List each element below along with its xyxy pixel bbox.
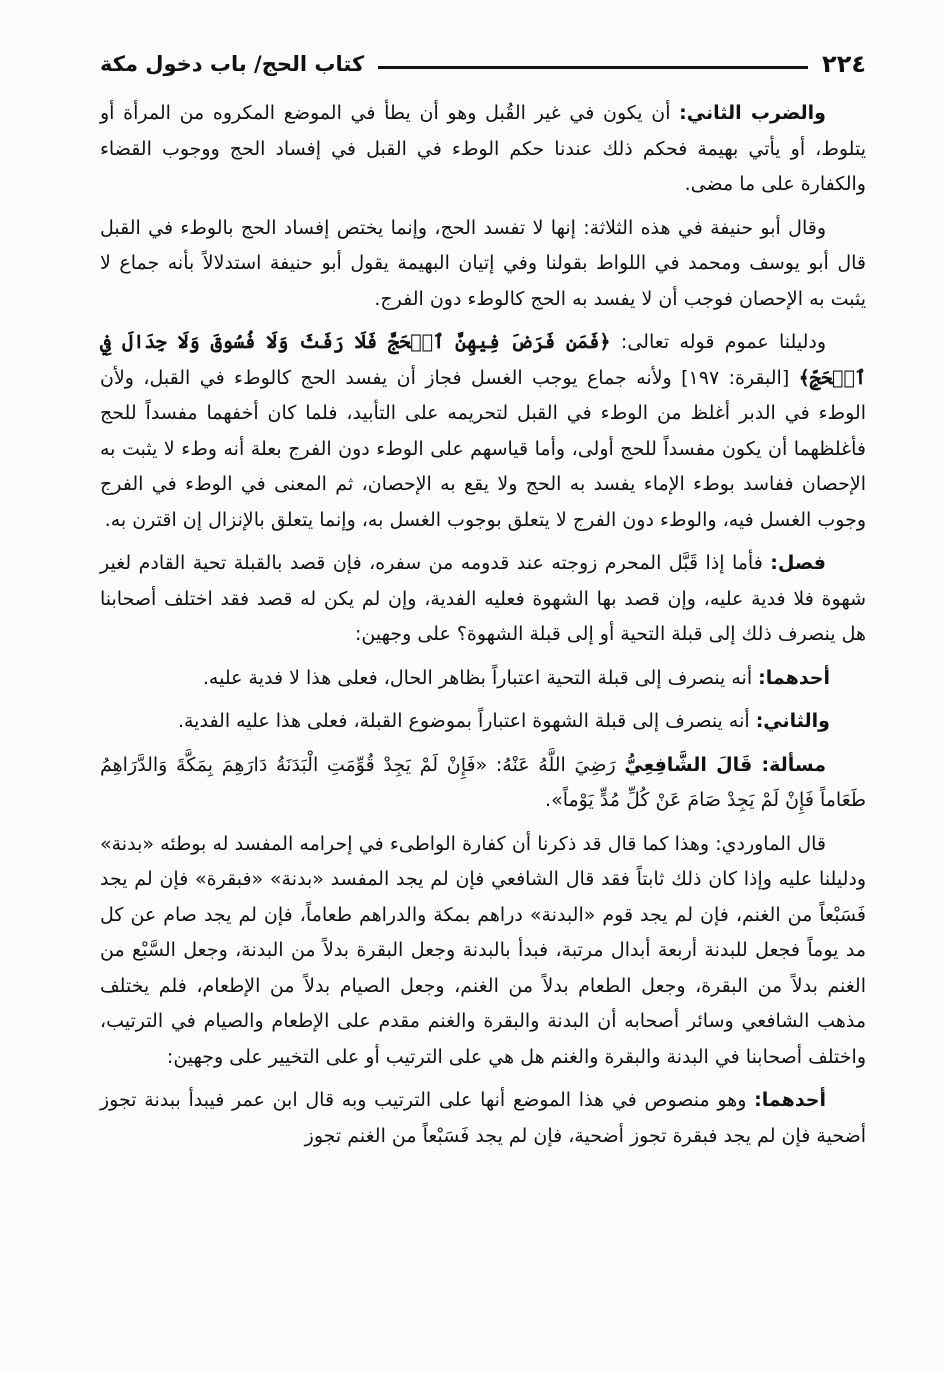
paragraph-first-view bbox=[100, 1083, 866, 1154]
option-lead: أحدهما: bbox=[758, 666, 830, 689]
running-title: كتاب الحج/ باب دخول مكة bbox=[100, 52, 365, 76]
option-lead: والثاني: bbox=[755, 710, 830, 732]
mawardi-text: قال الماوردي: وهذا كما قال قد ذكرنا أن كفارة الواطىء في إحرامه المفسد له بوطئه «بدنة» ودليلنا عليه وإذا كان ذلك ثابتاً فقد قال الشافعي فإن لم يجد المفسد «بدنة» «فبقرة» فإن لم يجد فَسَبْعاً من الغنم، فإن لم يجد قوم «البدنة» دراهم بمكة والدراهم طعاماً، فإن لم يجد صام عن كل مد يوماً فجعل للبدنة أربعة أبدال مرتبة، فبدأ بالبدنة وجعل البقرة بدلاً من البدنة، وجعل السَّبْع من الغنم بدلاً من البقرة، وجعل الطعام بدلاً من الغنم، وجعل الصيام بدلاً من الإطعام، فلم يختلف مذهب الشافعي وسائر أصحابه أن البدنة والبقرة والغنم مقدم على الإطعام والصيام في الترتيب، واختلف أصحابنا في البدنة والبقرة والغنم هل هي على الترتيب أو على التخيير على وجهين: bbox=[100, 832, 866, 1068]
paragraph-second-type bbox=[100, 96, 866, 203]
paragraph-masala bbox=[100, 748, 866, 819]
paragraph-abu-hanifa bbox=[100, 211, 866, 318]
page-header bbox=[100, 44, 866, 84]
fasl-option-first bbox=[100, 661, 830, 697]
option-text: أنه ينصرف إلى قبلة الشهوة اعتباراً بموضوع القبلة، فعلى هذا عليه الفدية. bbox=[177, 710, 756, 732]
page-number: ٢٢٤ bbox=[822, 50, 866, 78]
quran-verse: ﴿فَمَن فَرَضَ فِيهِنَّ ٱلۡحَجَّ فَلَا رَفَثَ وَلَا فُسُوقَ وَلَا جِدَالَ فِي ٱلۡحَجِّ﴾ bbox=[100, 331, 866, 389]
fasl-option-second bbox=[100, 704, 830, 740]
paragraph-evidence bbox=[100, 325, 866, 538]
paragraph-text: أن يكون في غير القُبل وهو أن يطأ في الموضع المكروه من المرأة أو يتلوط، أو يأتي بهيمة فحكم ذلك عندنا حكم الوطء في القبل في إفساد الحج ووجوب القضاء والكفارة على ما مضى. bbox=[100, 102, 866, 195]
evidence-text: [البقرة: ١٩٧] ولأنه جماع يوجب الغسل فجاز أن يفسد الحج كالوطء في القبل، ولأن الوطء في الدبر أغلظ من الوطء في القبل لتحريمه على التأبيد، فلما كان أخفهما مفسداً للحج فأغلظهما أن يكون مفسداً للحج أولى، وأما قياسهم على الوطء دون الفرج بعلة أنه وطء لا يثبت به الإحصان ففاسد بوطء الإماء يفسد به الحج ولا يقع به الإحصان، ثم المعنى في الوطء في الفرج وجوب الغسل فيه، والوطء دون الفرج لا يتعلق بوجوب الغسل به، وإنما يتعلق بالإنزال إن اقترن به. bbox=[100, 366, 866, 531]
fasl-lead: فصل: bbox=[770, 552, 826, 574]
paragraph-text: وقال أبو حنيفة في هذه الثلاثة: إنها لا تفسد الحج، وإنما يختص إفساد الحج بالوطء في القبل قال أبو يوسف ومحمد في اللواط بقولنا وفي إتيان البهيمة يقول أبو حنيفة استدلالاً بأنه جماع لا يثبت به الإحصان فوجب أن لا يفسد به الحج كالوطء دون الفرج. bbox=[100, 216, 866, 310]
paragraph-fasl bbox=[100, 546, 866, 653]
evidence-intro: ودليلنا عموم قوله تعالى: bbox=[610, 331, 826, 353]
fasl-text: فأما إذا قَبَّل المحرم زوجته عند قدومه من سفره، فإن قصد بالقبلة تحية القادم لغير شهوة فلا فدية عليه، وإن قصد بها الشهوة فعليه الفدية، وإن لم يكن له قصد فقد اختلف أصحابنا هل ينصرف ذلك إلى قبلة التحية أو إلى قبلة الشهوة؟ على وجهين: bbox=[100, 552, 866, 645]
first-view-text: وهو منصوص في هذا الموضع أنها على الترتيب وبه قال ابن عمر فيبدأ ببدنة تجوز أضحية فإن لم يجد فبقرة تجوز أضحية، فإن لم يجد فَسَبْعاً من الغنم تجوز bbox=[100, 1089, 866, 1147]
masala-imam: قَالَ الشَّافِعِيُّ bbox=[624, 753, 762, 776]
masala-lead: مسألة: bbox=[761, 753, 827, 776]
header-rule bbox=[378, 66, 808, 69]
option-text: أنه ينصرف إلى قبلة التحية اعتباراً بظاهر الحال، فعلى هذا لا فدية عليه. bbox=[202, 666, 759, 689]
first-view-lead: أحدهما: bbox=[754, 1089, 826, 1111]
page-body bbox=[100, 96, 866, 1154]
paragraph-mawardi bbox=[100, 827, 866, 1076]
paragraph-lead: والضرب الثاني: bbox=[679, 102, 826, 124]
masala-text: رَضِيَ اللَّهُ عَنْهُ: «فَإِنْ لَمْ يَجِدْ قُوِّمَتِ الْبَدَنَةُ دَارَهِمَ بِمَكَّةَ وَالدَّرَاهِمُ طَعَاماً فَإِنْ لَمْ يَجِدْ صَامَ عَنْ كُلِّ مُدٍّ يَوْماً». bbox=[100, 753, 866, 811]
